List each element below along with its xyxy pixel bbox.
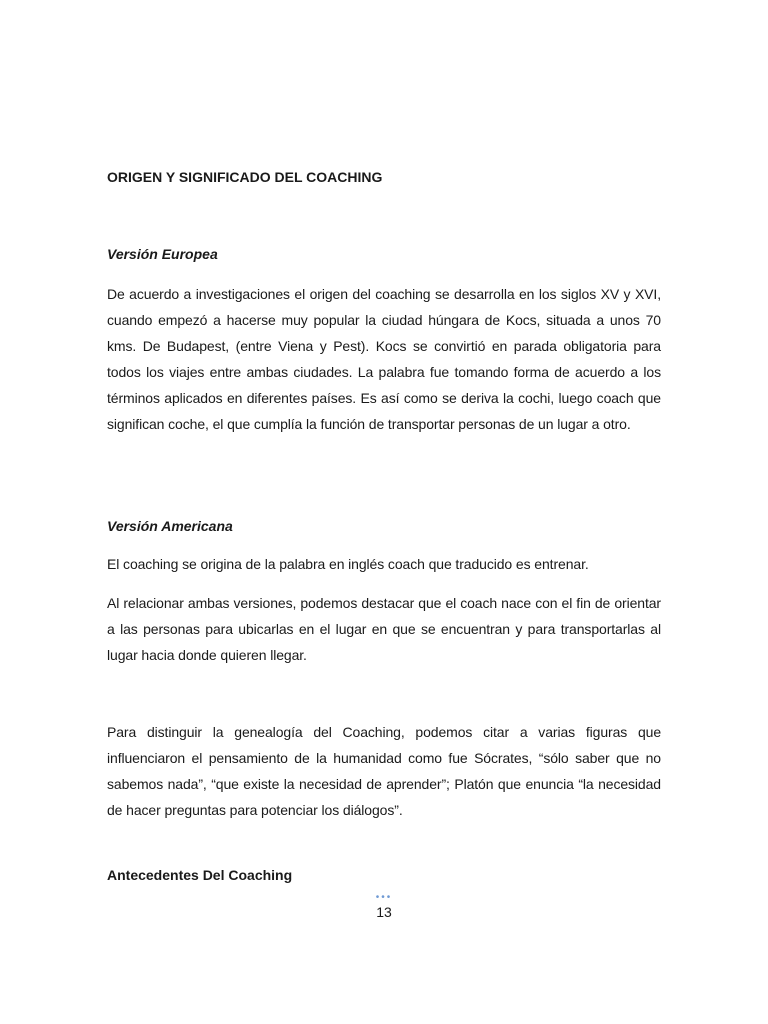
- page-footer: [0, 893, 768, 921]
- paragraph-relacionar: Al relacionar ambas versiones, podemos destacar que el coach nace con el fin de orientar a las personas para ubicarlas en el lugar en que se encuentran y para transportarlas al lugar hacia donde quieren llegar.: [107, 595, 661, 663]
- page-number: 13: [376, 904, 392, 920]
- section-heading-americana: Versión Americana: [107, 518, 233, 534]
- document-title: ORIGEN Y SIGNIFICADO DEL COACHING: [107, 169, 383, 185]
- paragraph-americana: El coaching se origina de la palabra en inglés coach que traducido es entrenar.: [107, 556, 589, 572]
- paragraph-genealogia: Para distinguir la genealogía del Coaching, podemos citar a varias figuras que influenciaron el pensamiento de la humanidad como fue Sócrates, “sólo saber que no sabemos nada”, “que existe la necesidad de aprender”; Platón que enuncia “la necesidad de hacer preguntas para potenciar los diálogos”.: [107, 724, 661, 818]
- section-heading-europea: Versión Europea: [107, 246, 218, 262]
- footer-dots-icon: •••: [375, 892, 393, 903]
- section-heading-antecedentes: Antecedentes Del Coaching: [107, 867, 293, 883]
- paragraph-europea: De acuerdo a investigaciones el origen del coaching se desarrolla en los siglos XV y XVI, cuando empezó a hacerse muy popular la ciudad húngara de Kocs, situada a unos 70 kms. De Budapest, (entre Viena y Pest). Kocs se convirtió en parada obligatoria para todos los viajes entre ambas ciudades. La palabra fue tomando forma de acuerdo a los términos aplicados en diferentes países. Es así como se deriva la cochi, luego coach que significan coche, el que cumplía la función de transportar personas de un lugar a otro.: [107, 286, 661, 432]
